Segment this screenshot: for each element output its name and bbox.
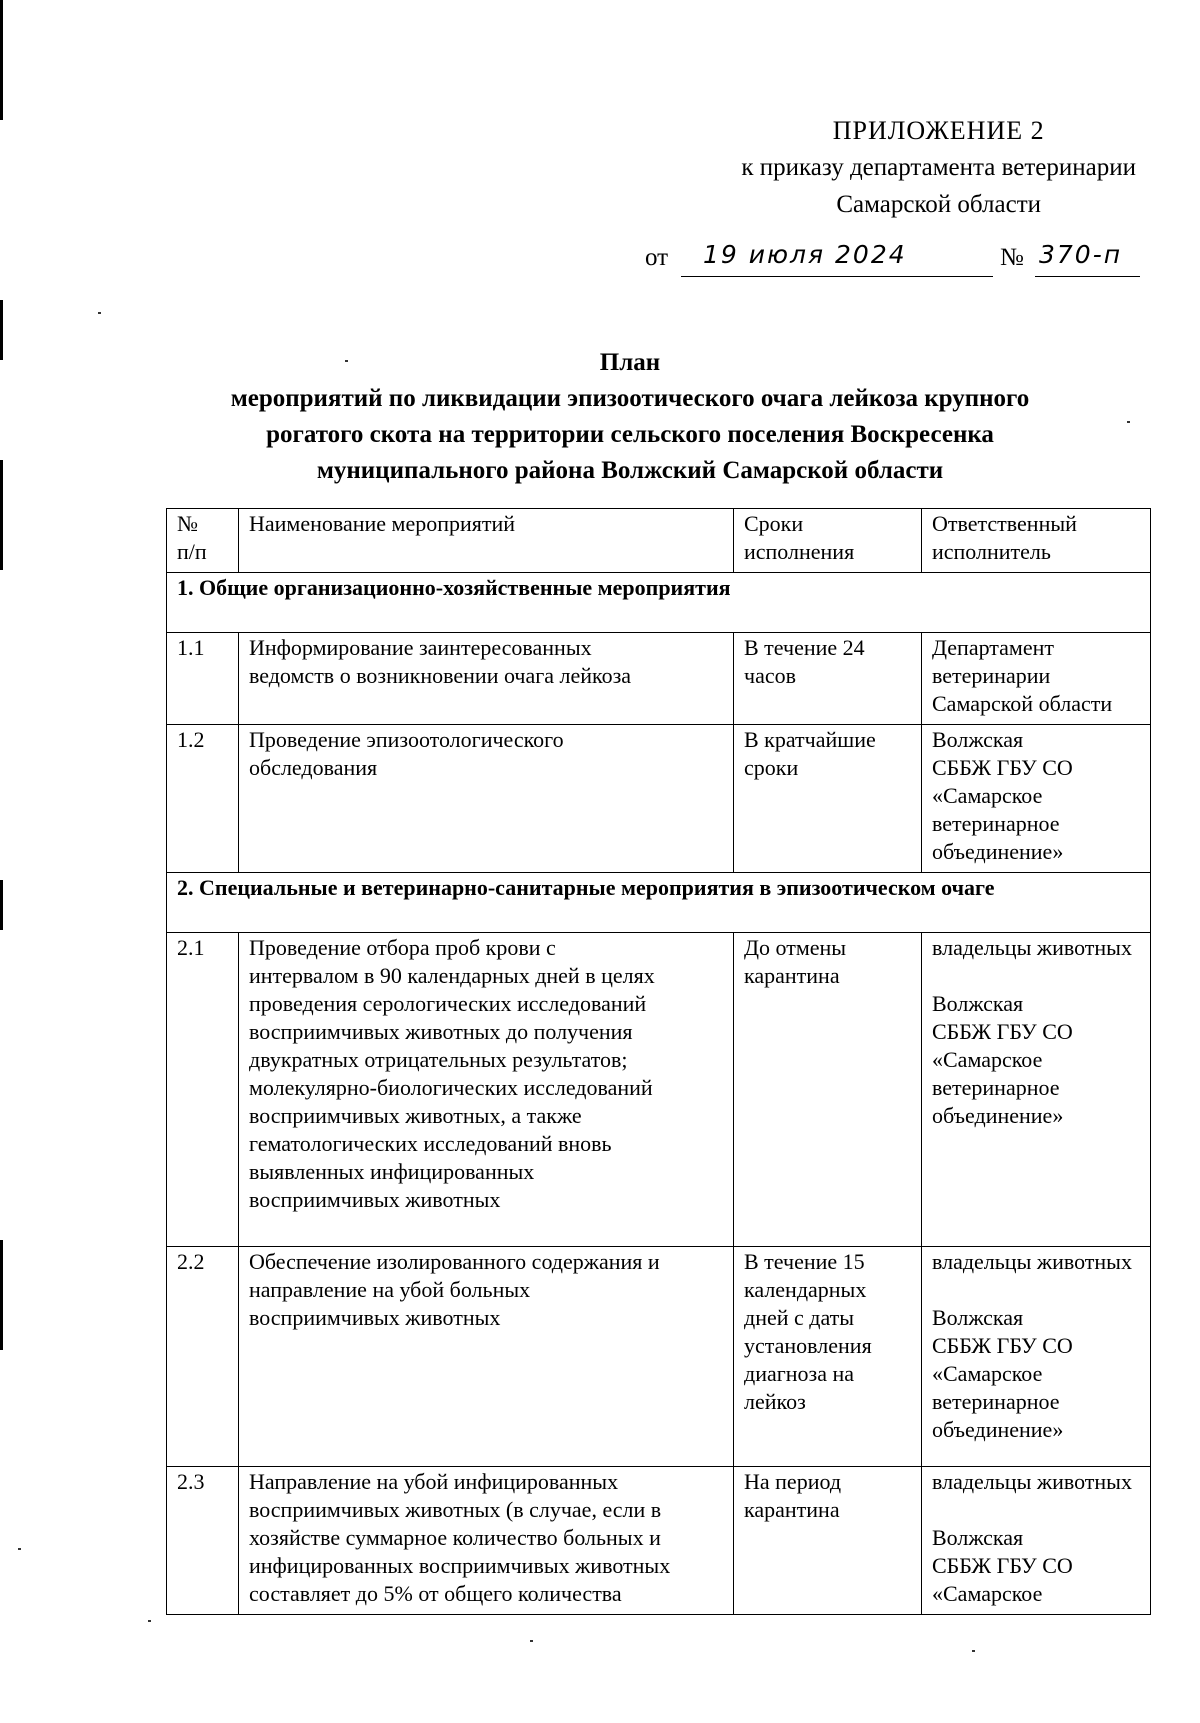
row-num: 2.2 xyxy=(167,1247,239,1467)
spacer xyxy=(932,1496,1140,1524)
row-responsible-owner: владельцы животных xyxy=(932,1469,1132,1494)
table-row xyxy=(167,1467,1151,1615)
row-term: На период карантина xyxy=(734,1467,922,1615)
row-responsible: Волжская СББЖ ГБУ СО «Самарское ветеринарное объединение» xyxy=(932,991,1073,1128)
row-responsible: Департамент ветеринарии Самарской области xyxy=(922,633,1151,725)
order-reference xyxy=(645,240,1140,280)
header-name: Наименование мероприятий xyxy=(239,509,734,573)
scan-edge-mark xyxy=(0,880,3,930)
scan-edge-mark xyxy=(0,1240,3,1350)
order-number-label: № xyxy=(1000,244,1024,271)
row-responsible-cell xyxy=(922,1247,1151,1467)
order-from-label: от xyxy=(645,244,669,271)
scan-speck xyxy=(98,312,101,314)
row-responsible-cell xyxy=(922,933,1151,1247)
row-num: 1.1 xyxy=(167,633,239,725)
annex-line2: Самарской области xyxy=(836,191,1041,218)
annex-header xyxy=(741,112,1136,223)
plan-table xyxy=(166,508,1151,1615)
row-name: Направление на убой инфицированных восприимчивых животных (в случае, если в хозяйстве суммарное количество больных и инфицированных восприимчивых животных составляет до 5% от общего количества xyxy=(239,1467,734,1615)
row-responsible-owner: владельцы животных xyxy=(932,1249,1132,1274)
row-responsible-owner: владельцы животных xyxy=(932,935,1132,960)
table-row xyxy=(167,725,1151,873)
section-title: 1. Общие организационно-хозяйственные мероприятия xyxy=(167,573,1151,633)
order-date-handwritten: 19 июля 2024 xyxy=(703,240,907,269)
header-term: Сроки исполнения xyxy=(734,509,922,573)
row-responsible-cell xyxy=(922,1467,1151,1615)
annex-line1: к приказу департамента ветеринарии xyxy=(741,154,1136,181)
row-num: 2.3 xyxy=(167,1467,239,1615)
scan-speck xyxy=(972,1650,975,1652)
row-num: 1.2 xyxy=(167,725,239,873)
header-num: № п/п xyxy=(167,509,239,573)
row-name: Обеспечение изолированного содержания и направление на убой больных восприимчивых животных xyxy=(239,1247,734,1467)
table-header-row xyxy=(167,509,1151,573)
row-name: Проведение отбора проб крови с интервалом в 90 календарных дней в целях проведения серологических исследований восприимчивых животных до получения двукратных отрицательных результатов; молекулярно-биологических исследований восприимчивых животных, а также гематологических исследований вновь выявленных инфицированных восприимчивых животных xyxy=(239,933,734,1247)
table-row xyxy=(167,633,1151,725)
spacer xyxy=(932,1276,1140,1304)
scan-speck xyxy=(1127,421,1130,423)
scan-edge-mark xyxy=(0,300,3,360)
scan-edge-mark xyxy=(0,0,3,120)
row-name: Информирование заинтересованных ведомств о возникновении очага лейкоза xyxy=(239,633,734,725)
header-responsible: Ответственный исполнитель xyxy=(922,509,1151,573)
row-term: В течение 24 часов xyxy=(734,633,922,725)
order-number-underline xyxy=(1035,276,1140,277)
scan-speck xyxy=(18,1548,21,1550)
order-number-handwritten: 370-п xyxy=(1039,240,1123,269)
plan-title-line4: муниципального района Волжский Самарской области xyxy=(316,457,944,484)
table-row xyxy=(167,1247,1151,1467)
section-title: 2. Специальные и ветеринарно-санитарные мероприятия в эпизоотическом очаге xyxy=(167,873,1151,933)
row-responsible: Волжская СББЖ ГБУ СО «Самарское ветеринарное объединение» xyxy=(922,725,1151,873)
section-row xyxy=(167,873,1151,933)
row-num: 2.1 xyxy=(167,933,239,1247)
plan-title-line3: рогатого скота на территории сельского поселения Воскресенка xyxy=(266,421,994,448)
order-date-underline xyxy=(681,276,993,277)
scan-speck xyxy=(148,1620,151,1622)
plan-title-line1: План xyxy=(599,349,661,376)
row-responsible: Волжская СББЖ ГБУ СО «Самарское ветеринарное объединение» xyxy=(932,1305,1073,1442)
scan-speck xyxy=(530,1640,533,1642)
plan-title-line2: мероприятий по ликвидации эпизоотического очага лейкоза крупного xyxy=(230,385,1030,412)
scan-edge-mark xyxy=(0,460,3,570)
row-term: В течение 15 календарных дней с даты установления диагноза на лейкоз xyxy=(734,1247,922,1467)
section-row xyxy=(167,573,1151,633)
annex-title: ПРИЛОЖЕНИЕ 2 xyxy=(832,116,1045,145)
row-term: До отмены карантина xyxy=(734,933,922,1247)
row-responsible: Волжская СББЖ ГБУ СО «Самарское xyxy=(932,1525,1073,1606)
plan-title xyxy=(190,345,1070,489)
table-row xyxy=(167,933,1151,1247)
row-name: Проведение эпизоотологического обследования xyxy=(239,725,734,873)
spacer xyxy=(932,962,1140,990)
row-term: В кратчайшие сроки xyxy=(734,725,922,873)
